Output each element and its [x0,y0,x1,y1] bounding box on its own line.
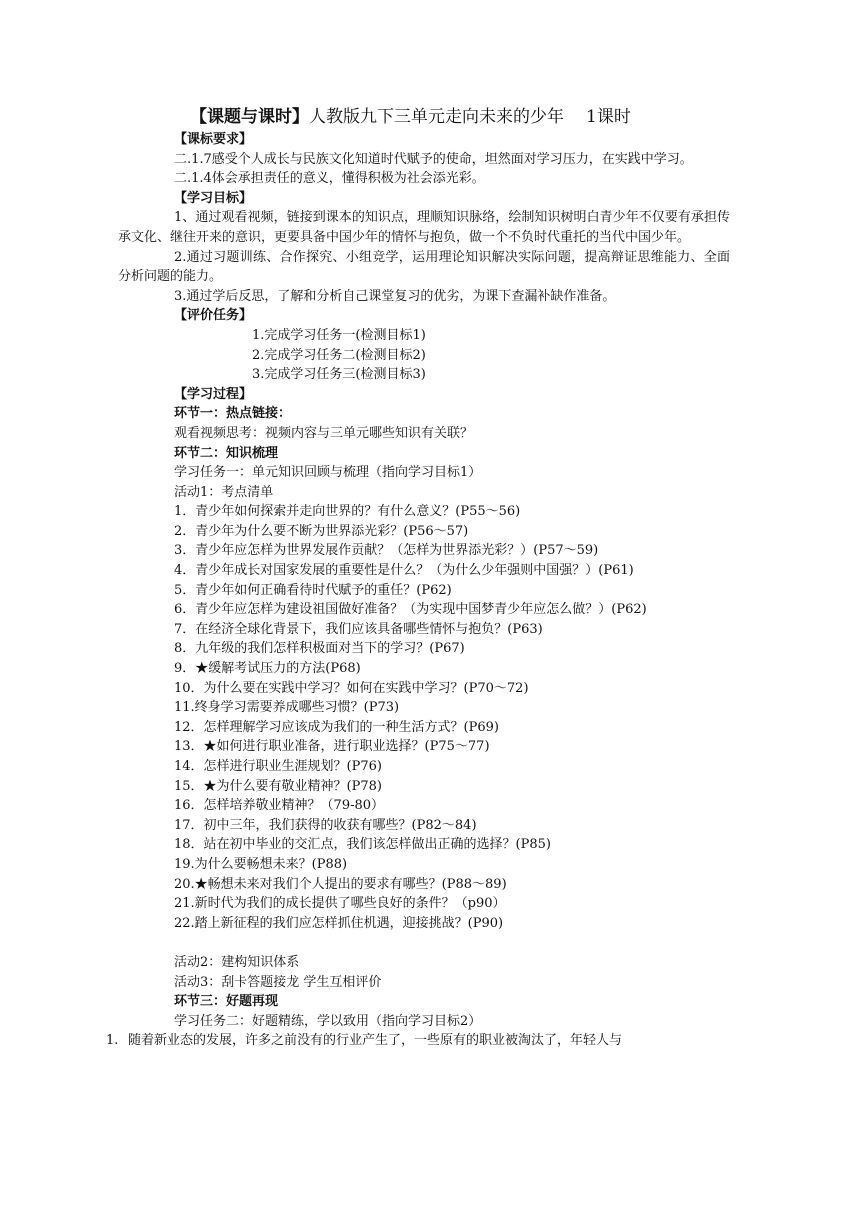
section-1-text: 观看视频思考：视频内容与三单元哪些知识有关联？ [174,425,474,441]
list-item: 21.新时代为我们的成长提供了哪些良好的条件？（p90） [174,896,506,912]
task-1-title: 学习任务一：单元知识回顾与梳理（指向学习目标1） [174,465,482,481]
assessment-heading: 【评价任务】 [174,308,253,324]
section-2-heading: 环节二：知识梳理 [174,445,279,461]
spacer [118,933,730,953]
objective-item-2: 2.通过习题训练、合作探究、小组竞学，运用理论知识解决实际问题，提高辩证思维能力、全面分析问题的能力。 [118,249,730,285]
process-heading: 【学习过程】 [174,386,253,402]
activity-3-title: 活动3：刮卡答题接龙 学生互相评价 [174,974,382,990]
list-item: 22.踏上新征程的我们应怎样抓住机遇，迎接挑战？(P90) [174,915,504,931]
question-list [118,502,730,933]
list-item: 18．站在初中毕业的交汇点，我们该怎样做出正确的选择？(P85) [174,837,551,853]
objective-item-3: 3.通过学后反思，了解和分析自己课堂复习的优劣，为课下查漏补缺作准备。 [174,288,616,304]
activity-1-title: 活动1：考点清单 [174,484,274,500]
task-2-title: 学习任务二：好题精练，学以致用（指向学习目标2） [174,1013,482,1029]
list-item: 8．九年级的我们怎样积极面对当下的学习？(P67) [174,641,465,657]
assessment-item-3: 3.完成学习任务三(检测目标3) [252,367,426,383]
question-1 [106,1031,730,1051]
title-text: 人教版九下三单元走向未来的少年 [309,107,564,127]
list-item: 17．初中三年，我们获得的收获有哪些？(P82～84) [174,817,477,833]
list-item: 11.终身学习需要养成哪些习惯？(P73) [174,700,400,716]
question-1-number: 1. [106,1033,119,1049]
section-1-heading: 环节一：热点链接： [174,406,292,422]
list-item: 5．青少年如何正确看待时代赋予的重任？(P62) [174,582,452,598]
page-title [190,106,750,128]
objectives-heading: 【学习目标】 [174,190,253,206]
section-3-heading: 环节三：好题再现 [174,994,279,1010]
question-1-text: 随着新业态的发展，许多之前没有的行业产生了，一些原有的职业被淘汰了，年轻人与 [128,1033,623,1049]
list-item: 2．青少年为什么要不断为世界添光彩？(P56～57) [174,523,469,539]
title-bracket: 【课题与课时】 [190,107,309,127]
list-item: 16．怎样培养敬业精神？（79-80） [174,798,385,814]
objective-item-1: 1、通过观看视频，链接到课本的知识点，理顺知识脉络，绘制知识树明白青少年不仅要有承担传承文化、继往开来的意识，更要具备中国少年的情怀与抱负，做一个不负时代重托的当代中国少年。 [118,210,730,245]
list-item: 1．青少年如何探索并走向世界的？有什么意义？(P55～56) [174,504,521,520]
standard-item-2: 二.1.4体会承担责任的意义，懂得积极为社会添光彩。 [174,171,485,187]
activity-2-title: 活动2：建构知识体系 [174,954,300,970]
assessment-item-2: 2.完成学习任务二(检测目标2) [252,347,426,363]
list-item: 15．★为什么要有敬业精神？(P78) [174,778,382,794]
list-item: 4．青少年成长对国家发展的重要性是什么？（为什么少年强则中国强？）(P61) [174,563,634,579]
assessment-item-1: 1.完成学习任务一(检测目标1) [252,327,426,343]
standards-heading: 【课标要求】 [174,132,253,147]
standard-item-1: 二.1.7感受个人成长与民族文化知道时代赋予的使命，坦然面对学习压力，在实践中学习。 [174,151,693,167]
list-item: 14．怎样进行职业生涯规划？(P76) [174,759,382,774]
list-item: 3．青少年应怎样为世界发展作贡献？（怎样为世界添光彩？）(P57～59) [174,543,599,559]
list-item: 6．青少年应怎样为建设祖国做好准备？（为实现中国梦青少年应怎么做？）(P62) [174,602,647,618]
list-item: 12．怎样理解学习应该成为我们的一种生活方式？(P69) [174,719,499,735]
list-item: 7．在经济全球化背景下，我们应该具备哪些情怀与抱负？(P63) [174,621,543,637]
list-item: 10．为什么要在实践中学习？如何在实践中学习？(P70～72) [174,680,529,696]
list-item: 20.★畅想未来对我们个人提出的要求有哪些？(P88～89) [174,876,507,892]
list-item: 9．★缓解考试压力的方法(P68) [174,661,361,677]
title-hours: 1课时 [586,107,631,127]
document-body [106,130,730,1051]
list-item: 19.为什么要畅想未来？(P88) [174,856,348,872]
list-item: 13．★如何进行职业准备，进行职业选择？(P75～77) [174,739,490,755]
